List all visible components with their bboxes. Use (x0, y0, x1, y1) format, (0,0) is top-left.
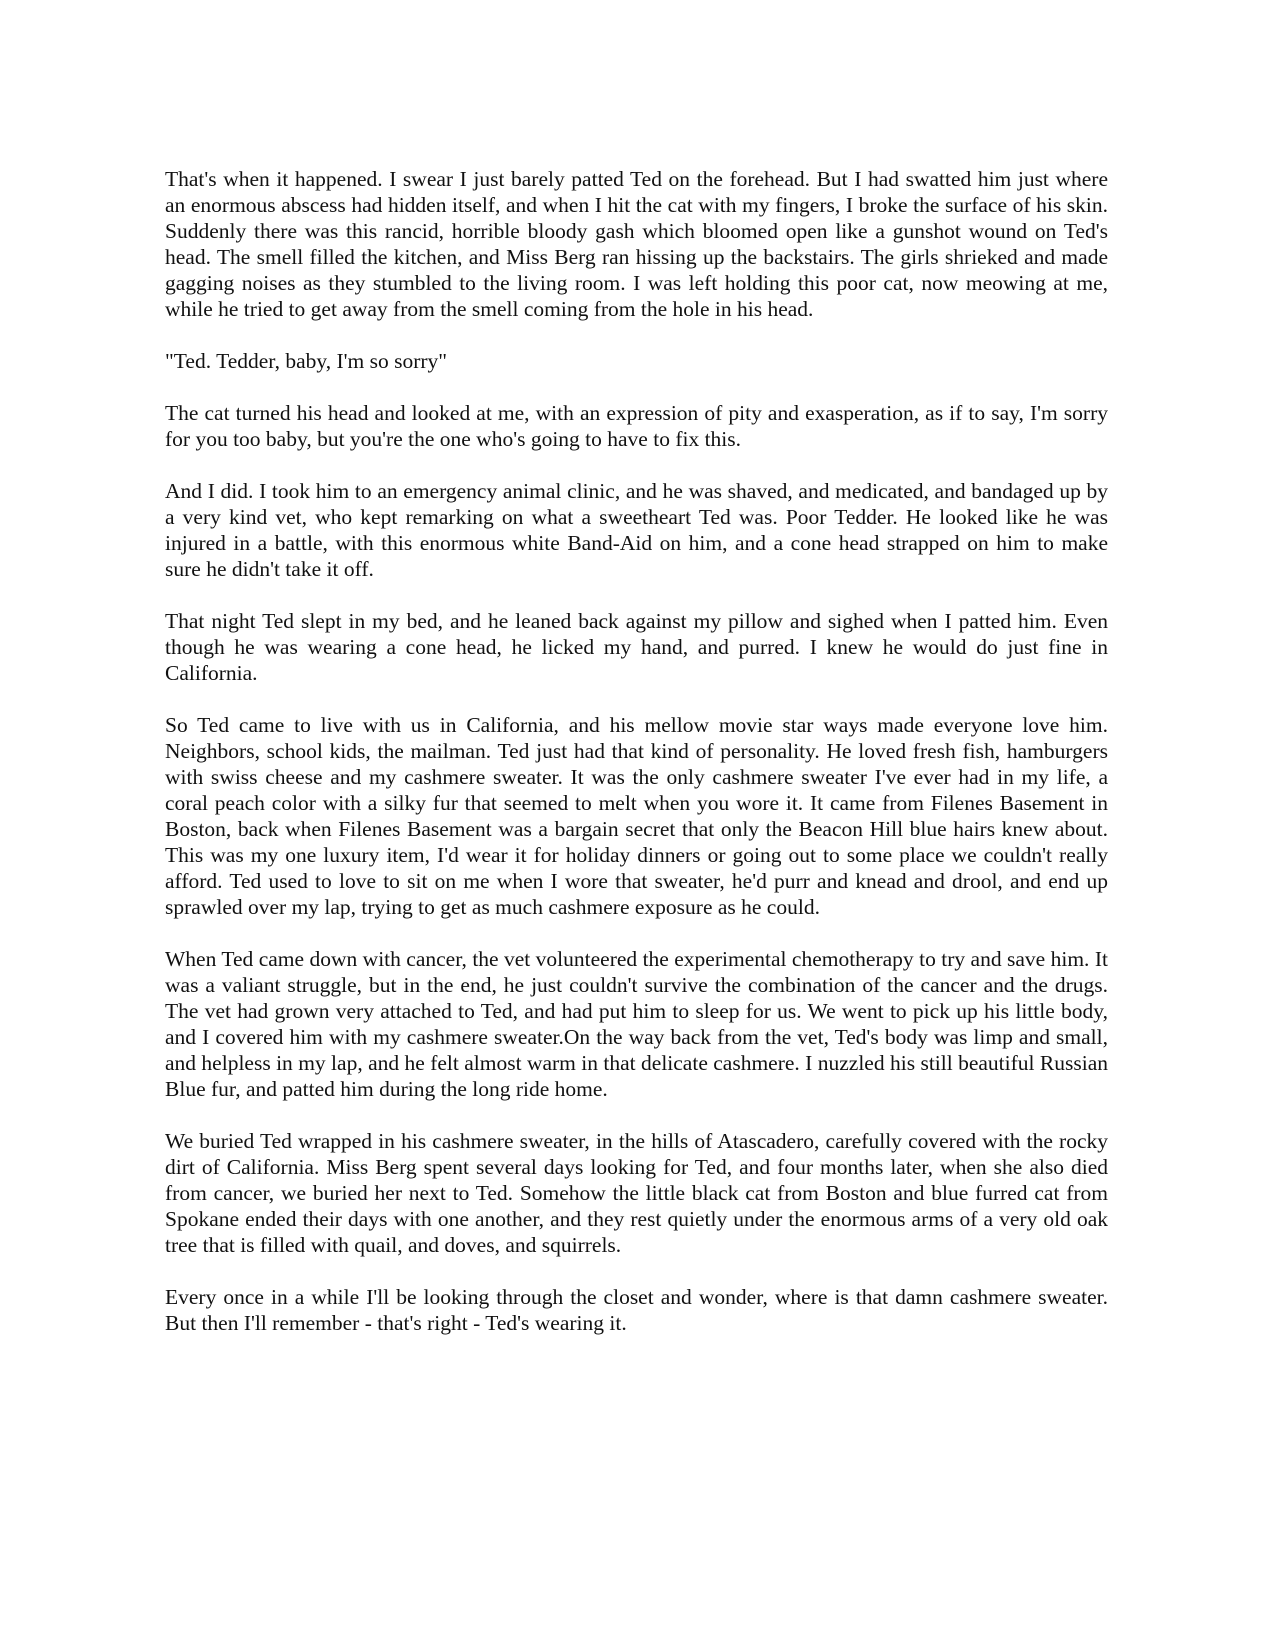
paragraph-that-night: That night Ted slept in my bed, and he leaned back against my pillow and sighed when I patted him. Even though he was wearing a cone head, he licked my hand, and purred. I knew he would do just fine in California. (165, 609, 1108, 685)
paragraph-abscess: That's when it happened. I swear I just barely patted Ted on the forehead. But I had swatted him just where an enormous abscess had hidden itself, and when I hit the cat with my fingers, I broke the surface of his skin. Suddenly there was this rancid, horrible bloody gash which bloomed open like a gunshot wound on Ted's head. The smell filled the kitchen, and Miss Berg ran hissing up the backstairs. The girls shrieked and made gagging noises as they stumbled to the living room. I was left holding this poor cat, now meowing at me, while he tried to get away from the smell coming from the hole in his head. (165, 167, 1108, 321)
paragraph-closing: Every once in a while I'll be looking through the closet and wonder, where is that damn cashmere sweater. But then I'll remember - that's right - Ted's wearing it. (165, 1285, 1108, 1335)
paragraph-vet-clinic: And I did. I took him to an emergency animal clinic, and he was shaved, and medicated, and bandaged up by a very kind vet, who kept remarking on what a sweetheart Ted was. Poor Tedder. He looked like he was injured in a battle, with this enormous white Band-Aid on him, and a cone head strapped on him to make sure he didn't take it off. (165, 479, 1108, 581)
paragraph-burial: We buried Ted wrapped in his cashmere sweater, in the hills of Atascadero, carefully covered with the rocky dirt of California. Miss Berg spent several days looking for Ted, and four months later, when she also died from cancer, we buried her next to Ted. Somehow the little black cat from Boston and blue furred cat from Spokane ended their days with one another, and they rest quietly under the enormous arms of a very old oak tree that is filled with quail, and doves, and squirrels. (165, 1129, 1108, 1257)
document-page (165, 166, 1108, 1362)
paragraph-cancer: When Ted came down with cancer, the vet volunteered the experimental chemotherapy to try and save him. It was a valiant struggle, but in the end, he just couldn't survive the combination of the cancer and the drugs. The vet had grown very attached to Ted, and had put him to sleep for us. We went to pick up his little body, and I covered him with my cashmere sweater.On the way back from the vet, Ted's body was limp and small, and helpless in my lap, and he felt almost warm in that delicate cashmere. I nuzzled his still beautiful Russian Blue fur, and patted him during the long ride home. (165, 947, 1108, 1101)
paragraph-apology: "Ted. Tedder, baby, I'm so sorry" (165, 349, 448, 373)
paragraph-california: So Ted came to live with us in California, and his mellow movie star ways made everyone love him. Neighbors, school kids, the mailman. Ted just had that kind of personality. He loved fresh fish, hamburgers with swiss cheese and my cashmere sweater. It was the only cashmere sweater I've ever had in my life, a coral peach color with a silky fur that seemed to melt when you wore it. It came from Filenes Basement in Boston, back when Filenes Basement was a bargain secret that only the Beacon Hill blue hairs knew about. This was my one luxury item, I'd wear it for holiday dinners or going out to some place we couldn't really afford. Ted used to love to sit on me when I wore that sweater, he'd purr and knead and drool, and end up sprawled over my lap, trying to get as much cashmere exposure as he could. (165, 713, 1108, 919)
paragraph-cat-look: The cat turned his head and looked at me, with an expression of pity and exasperation, as if to say, I'm sorry for you too baby, but you're the one who's going to have to fix this. (165, 401, 1108, 451)
